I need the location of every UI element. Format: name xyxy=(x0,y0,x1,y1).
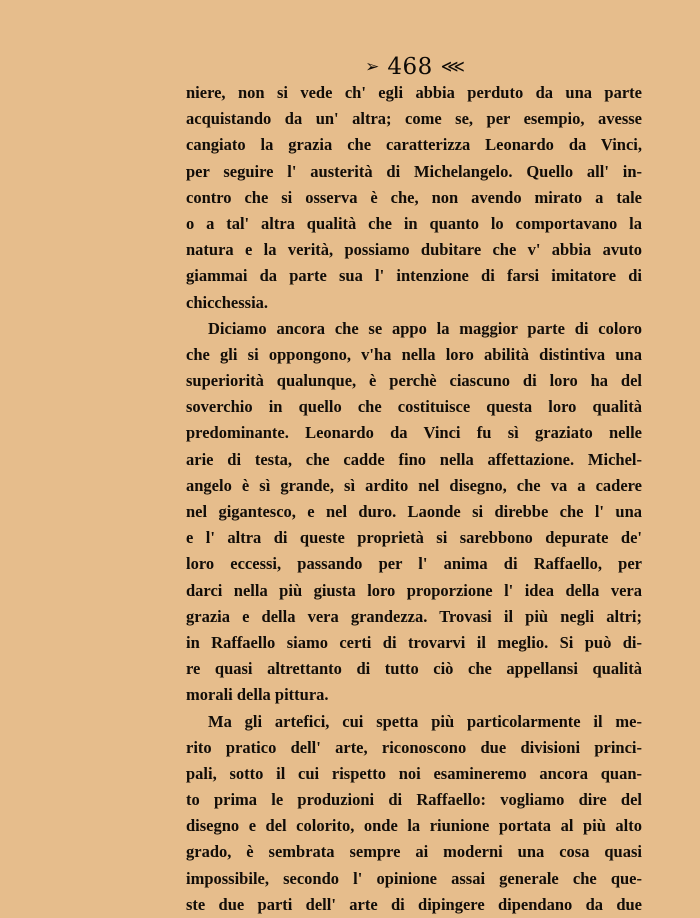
text-line: soverchio in quello che costituisce questa loro qualità xyxy=(186,394,642,420)
text-line: niere, non si vede ch' egli abbia perduto da una parte xyxy=(186,80,642,106)
text-line: Ma gli artefici, cui spetta più particolarmente il me- xyxy=(186,709,642,735)
text-line: in Raffaello siamo certi di trovarvi il meglio. Si può di- xyxy=(186,630,642,656)
paragraph-2 xyxy=(186,316,642,709)
text-line: morali della pittura. xyxy=(186,682,642,708)
text-line: ste due parti dell' arte di dipingere dipendano da due xyxy=(186,892,642,918)
text-line: Diciamo ancora che se appo la maggior parte di coloro xyxy=(186,316,642,342)
text-line: cangiato la grazia che caratterizza Leonardo da Vinci, xyxy=(186,132,642,158)
text-line: disegno e del colorito, onde la riunione portata al più alto xyxy=(186,813,642,839)
text-line: contro che si osserva è che, non avendo mirato a tale xyxy=(186,185,642,211)
text-line: e l' altra di queste proprietà si sarebbono depurate de' xyxy=(186,525,642,551)
text-line: per seguire l' austerità di Michelangelo. Quello all' in- xyxy=(186,159,642,185)
body-text xyxy=(186,80,642,918)
text-line: superiorità qualunque, è perchè ciascuno di loro ha del xyxy=(186,368,642,394)
text-line: rito pratico dell' arte, riconoscono due divisioni princi- xyxy=(186,735,642,761)
text-line: nel gigantesco, e nel duro. Laonde si direbbe che l' una xyxy=(186,499,642,525)
text-line: impossibile, secondo l' opinione assai generale che que- xyxy=(186,866,642,892)
text-line: re quasi altrettanto di tutto ciò che appellansi qualità xyxy=(186,656,642,682)
paragraph-3 xyxy=(186,709,642,918)
text-line: acquistando da un' altra; come se, per esempio, avesse xyxy=(186,106,642,132)
text-line: grado, è sembrata sempre ai moderni una cosa quasi xyxy=(186,839,642,865)
right-ornament-icon: ⋘ xyxy=(441,59,465,76)
text-line: che gli si oppongono, v'ha nella loro abilità distintiva una xyxy=(186,342,642,368)
text-line: angelo è sì grande, sì ardito nel disegno, che va a cadere xyxy=(186,473,642,499)
paragraph-1 xyxy=(186,80,642,316)
page-header xyxy=(0,52,700,82)
text-line: chicchessia. xyxy=(186,290,642,316)
text-line: grazia e della vera grandezza. Trovasi il più negli altri; xyxy=(186,604,642,630)
text-line: pali, sotto il cui rispetto noi esamineremo ancora quan- xyxy=(186,761,642,787)
text-line: to prima le produzioni di Raffaello: vogliamo dire del xyxy=(186,787,642,813)
text-line: arie di testa, che cadde fino nella affettazione. Michel- xyxy=(186,447,642,473)
page-number: 468 xyxy=(387,54,432,80)
left-ornament-icon: ➢ xyxy=(365,59,379,76)
text-line: darci nella più giusta loro proporzione l' idea della vera xyxy=(186,578,642,604)
text-line: natura e la verità, possiamo dubitare che v' abbia avuto xyxy=(186,237,642,263)
text-line: predominante. Leonardo da Vinci fu sì graziato nelle xyxy=(186,420,642,446)
text-line: o a tal' altra qualità che in quanto lo comportavano la xyxy=(186,211,642,237)
text-line: loro eccessi, passando per l' anima di Raffaello, per xyxy=(186,551,642,577)
text-line: giammai da parte sua l' intenzione di farsi imitatore di xyxy=(186,263,642,289)
